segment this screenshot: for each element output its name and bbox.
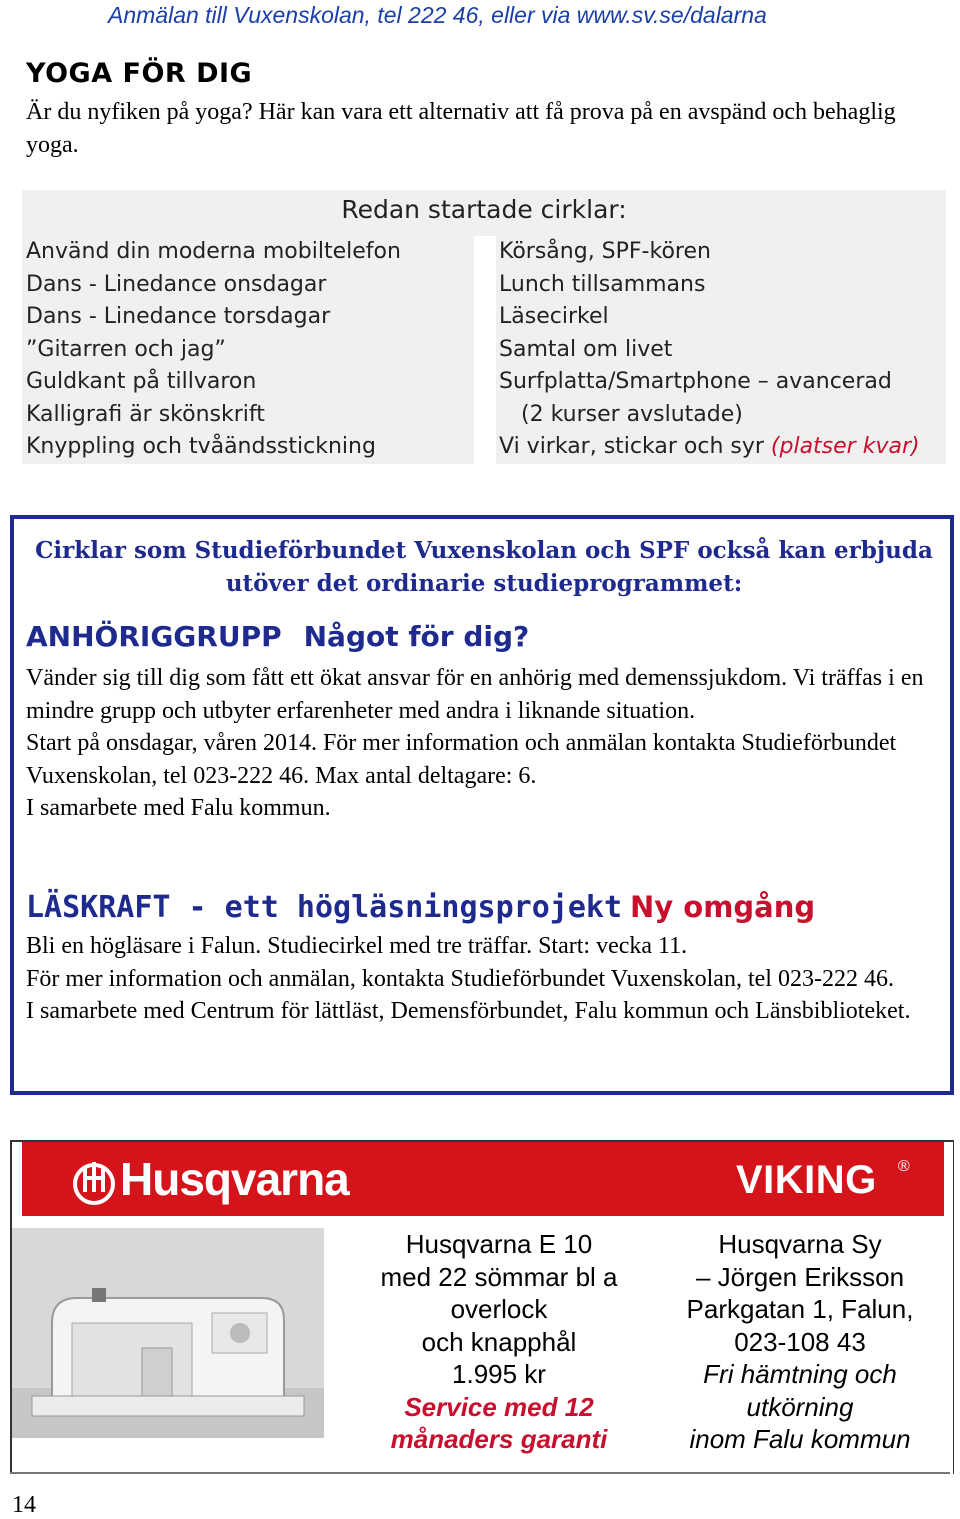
paragraph: I samarbete med Falu kommun. [26, 795, 331, 822]
shop-phone: 023-108 43 [734, 1326, 866, 1357]
husqvarna-logo: Husqvarna [120, 1153, 349, 1205]
product-line: Husqvarna E 10 [405, 1229, 593, 1259]
product-line: med 22 sömmar bl a [380, 1261, 618, 1292]
list-item-with-note [499, 431, 920, 464]
paragraph: Bli en högläsare i Falun. Studiecirkel med tre träffar. Start: vecka 11. [26, 933, 688, 959]
anhorig-heading [26, 620, 529, 653]
anhorig-subtitle: Något för dig? [303, 620, 530, 653]
list-item: Dans - Linedance onsdagar [26, 271, 327, 297]
list-item: Dans - Linedance torsdagar [26, 304, 331, 329]
laskraft-title: LÄSKRAFT - ett högläsningsprojekt [26, 890, 623, 925]
registered-mark: ® [898, 1158, 910, 1175]
list-item: Läsecirkel [499, 304, 609, 329]
paragraph: I samarbete med Centrum för lättläst, Demensförbundet, Falu kommun och Länsbiblioteket. [26, 998, 911, 1025]
product-offer [362, 1228, 636, 1456]
delivery-note: utkörning [746, 1391, 854, 1422]
product-line: och knapphål [421, 1326, 577, 1357]
product-line: overlock [450, 1294, 548, 1324]
shop-line: – Jörgen Eriksson [695, 1261, 905, 1292]
delivery-note: Fri hämtning och [703, 1359, 897, 1389]
laskraft-text [26, 930, 936, 1028]
list-item: Knyppling och tvåändsstickning [26, 434, 376, 459]
list-item-label: Vi virkar, stickar och syr [499, 434, 764, 459]
paragraph: Vänder sig till dig som fått ett ökat ansvar för en anhörig med demenssjukdom. Vi träffas i en mindre grupp och utbyter erfarenheter med andra i liknande situation. [26, 665, 924, 724]
husqvarna-crown-icon [72, 1158, 116, 1206]
paragraph: Start på onsdagar, våren 2014. För mer information och anmälan kontakta Studieförbundet Vuxenskolan, tel 023-222 46. Max antal deltagare: 6. [26, 730, 897, 789]
list-item: ”Gitarren och jag” [26, 336, 226, 362]
started-circles-title: Redan startade cirklar: [341, 195, 627, 224]
list-item: Lunch tillsammans [499, 271, 706, 297]
list-item: Kalligrafi är skönskrift [26, 401, 265, 427]
header-contact-line: Anmälan till Vuxenskolan, tel 222 46, eller via www.sv.se/dalarna [108, 2, 767, 28]
service-highlight: månaders garanti [390, 1424, 608, 1454]
yoga-title: YOGA FÖR DIG [26, 58, 253, 89]
started-circles-left-list [26, 236, 401, 464]
started-circles-right-list [499, 236, 920, 464]
list-item: Körsång, SPF-kören [499, 239, 711, 264]
delivery-note: inom Falu kommun [689, 1424, 911, 1454]
shop-info [664, 1228, 936, 1456]
list-item: Samtal om livet [499, 336, 673, 362]
page-number: 14 [12, 1492, 36, 1518]
yoga-text: Är du nyfiken på yoga? Här kan vara ett alternativ att få prova på en avspänd och behaglig yoga. [26, 99, 896, 158]
anhorig-text [26, 662, 936, 825]
advertisement-divider [10, 1472, 950, 1474]
sewing-machine-photo [12, 1228, 324, 1438]
list-item: (2 kurser avslutade) [521, 401, 743, 427]
list-item: Använd din moderna mobiltelefon [26, 239, 401, 264]
list-item: Surfplatta/Smartphone – avancerad [499, 369, 892, 394]
viking-logo: VIKING [736, 1158, 877, 1202]
service-highlight: Service med 12 [404, 1391, 594, 1422]
shop-address: Parkgatan 1, Falun, [686, 1294, 914, 1324]
offer-box-title: Cirklar som Studieförbundet Vuxenskolan och SPF också kan erbjuda utöver det ordinarie studieprogrammet: [35, 537, 933, 597]
paragraph: För mer information och anmälan, kontakta Studieförbundet Vuxenskolan, tel 023-222 46. [26, 965, 894, 992]
new-round-badge: Ny omgång [630, 890, 816, 924]
shop-line: Husqvarna Sy [718, 1229, 882, 1259]
availability-note: (platser kvar) [770, 434, 920, 459]
list-item: Guldkant på tillvaron [26, 369, 257, 394]
product-price: 1.995 kr [452, 1359, 546, 1389]
anhorig-title: ANHÖRIGGRUPP [26, 620, 282, 653]
